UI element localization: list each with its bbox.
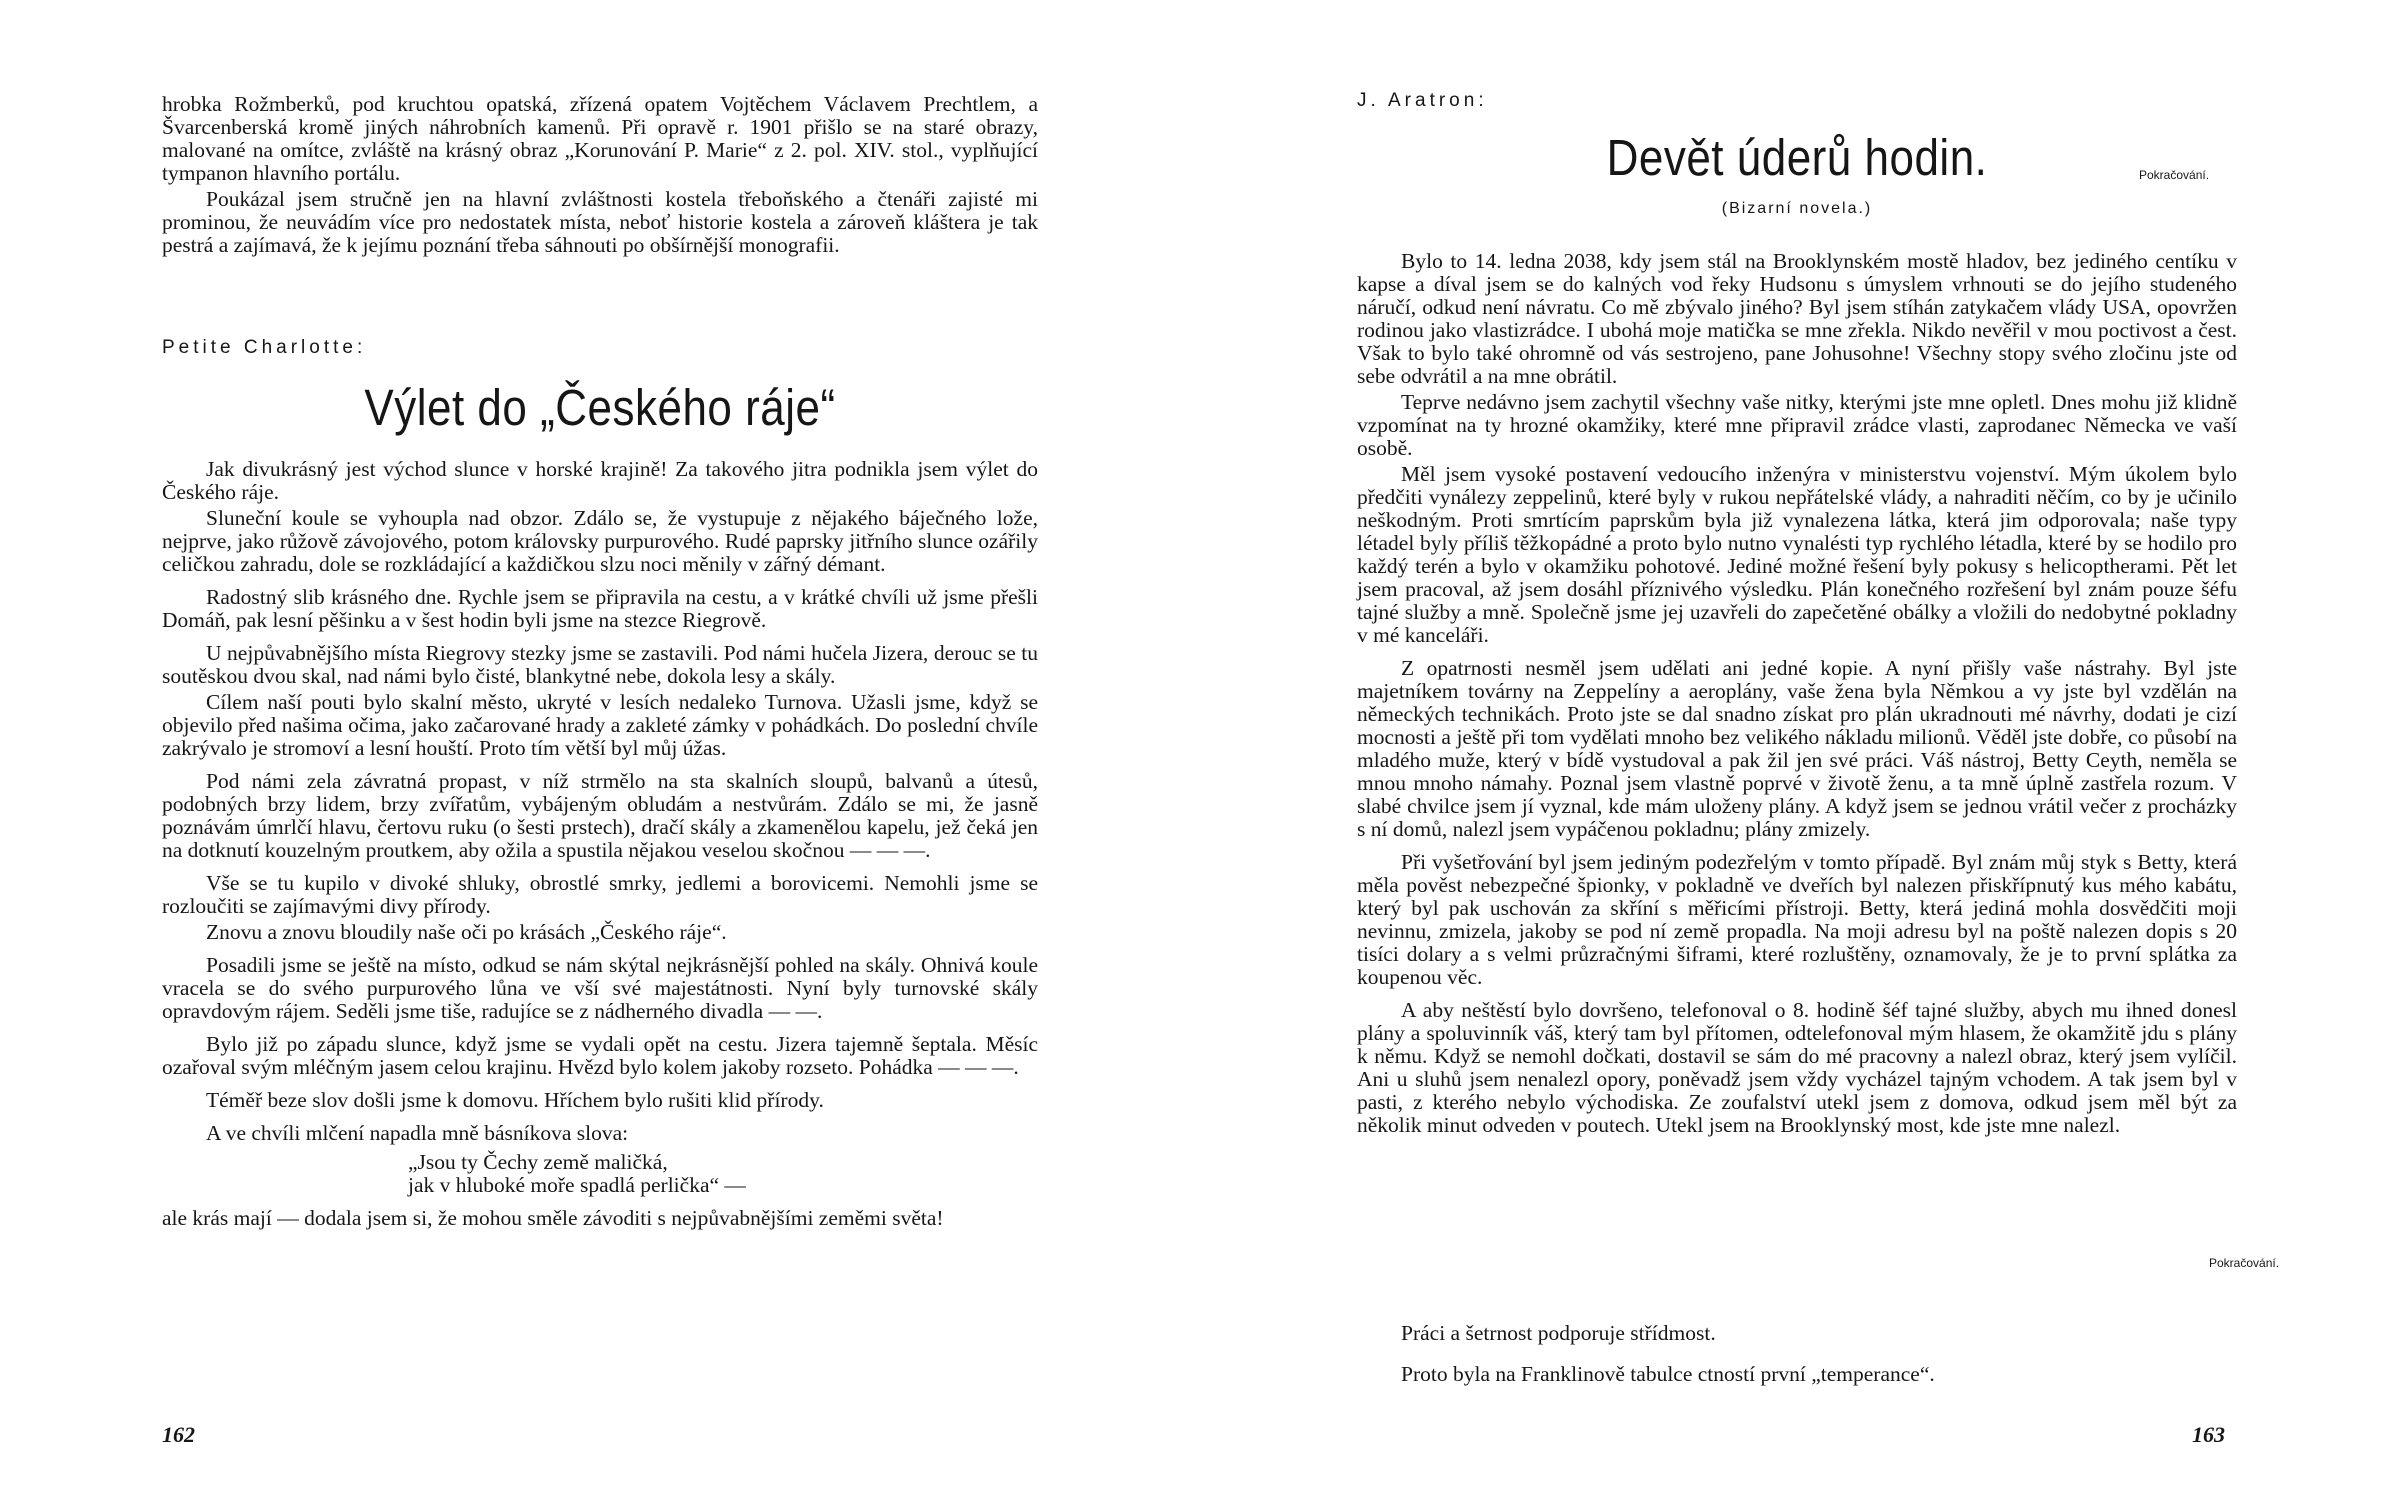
poem-line: jak v hluboké moře spadlá perlička“ — xyxy=(408,1173,746,1197)
left-intro xyxy=(162,93,1038,257)
story-paragraph: Sluneční koule se vyhoupla nad obzor. Zdálo se, že vystupuje z nějakého báječného lože, nejprve, jako růžově závojového, potom královsky purpurového. Rudé paprsky jitřního slunce ozářily celičkou zahradu, dole se rozkládající a každičkou slzu noci měnily v zářný démant. xyxy=(162,506,1038,576)
intro-paragraph-2: Poukázal jsem stručně jen na hlavní zvláštnosti kostela třeboňského a čtenáři zajisté mi prominou, že neuvádím více pro nedostatek místa, neboť historie kostela a zároveň kláštera je tak pestrá a zajímavá, že k jejímu poznání třeba sáhnouti po obšírnější monografii. xyxy=(162,187,1038,257)
maxim-line: Práci a šetrnost podporuje střídmost. xyxy=(1401,1321,1716,1345)
page-number-left: 162 xyxy=(162,1422,195,1447)
right-author: J. Aratron: xyxy=(1357,90,1488,111)
story-paragraph: Při vyšetřování byl jsem jediným podezřelým v tomto případě. Byl znám můj styk s Betty, která měla pověst nebezpečné špionky, v pokladně ve dveřích byl nalezen přiskřípnutý kus mého kabátu, který byl pak uschován za skříní s měřicími přístroji. Betty, která jediná mohla dosvědčiti moji nevinnu, zmizela, jakoby se pod ní země propadla. Na moji adresu byl na poště nalezen dopis s 20 tisíci dolary a s velmi průzračnými šiframi, které rozluštěny, oznamovaly, že je to první splátka za koupenou věc. xyxy=(1357,850,2237,989)
story-paragraph: Měl jsem vysoké postavení vedoucího inženýra v ministerstvu vojenství. Mým úkolem bylo předčiti vynálezy zeppelinů, které byly v rukou nepřátelské vlády, a nahraditi něčím, co by je učinilo neškodným. Proti smrtícím paprskům byla již vynalezena látka, která jim odporovala; naše typy létadel byly příliš těžkopádné a proto bylo nutno vynalésti typ rychlého létadla, které by se hodilo pro každý terén a bylo v okamžiku pohotové. Jediné možné řešení byly pokusy s helicoptherami. Pět let jsem pracoval, až jsem dosáhl příznivého výsledku. Plán konečného rozřešení byl znám pouze šéfu tajné služby a mně. Společně jsme jej uzavřeli do zapečetěné obálky a vložili do nedobytné pokladny v mé kanceláři. xyxy=(1357,462,2237,647)
story-paragraph: Z opatrnosti nesměl jsem udělati ani jedné kopie. A nyní přišly vaše nástrahy. Byl jste majetníkem továrny na Zeppelíny a aeroplány, vaše žena byla Němkou a vy jste byl vzdělán na německých technikách. Proto jste se dal snadno získat pro plán ukradnouti mé návrhy, dodati je cizí mocnosti a ještě při tom vydělati mnoho bez velikého nákladu milionů. Věděl jste dobře, co působí na mladého muže, který v bídě vystudoval a pak žil jen své práci. Váš nástroj, Betty Ceyth, neměla se mnou mnoho námahy. Poznal jsem vlastně poprvé v životě ženu, a ta mně úplně zastřela rozum. V slabé chvilce jsem jí vyznal, kde mám uloženy plány. A když jsem se jednou vrátil večer z procházky s ní domů, nalezl jsem vypáčenou pokladnu; plány zmizely. xyxy=(1357,656,2237,841)
right-subtitle-wrap xyxy=(1357,200,2237,218)
maxims xyxy=(1357,1322,2237,1386)
left-author: Petite Charlotte: xyxy=(162,337,367,358)
closing-paragraph: ale krás mají — dodala jsem si, že mohou směle závoditi s nejpůvabnějšími zeměmi světa! xyxy=(162,1206,944,1230)
story-paragraph: Jak divukrásný jest východ slunce v horské krajině! Za takového jitra podnikla jsem výlet do Českého ráje. xyxy=(162,457,1038,504)
right-page xyxy=(1192,0,2384,1500)
story-paragraph: Vše se tu kupilo v divoké shluky, obrostlé smrky, jedlemi a borovicemi. Nemohli jsme se rozloučiti se zajímavými divy přírody. xyxy=(162,871,1038,918)
story-paragraph: Znovu a znovu bloudily naše oči po krásách „Českého ráje“. xyxy=(206,920,727,944)
story-paragraph: Pod námi zela závratná propast, v níž strmělo na sta skalních sloupů, balvanů a útesů, podobných brzy lidem, brzy zvířatům, vybájeným obludám a nestvůrám. Zdálo se mi, že jasně poznávám úmrlčí hlavu, čertovu ruku (o šesti prstech), dračí skály a zkamenělou kapelu, jež čeká jen na dotknutí kouzelným proutkem, aby ožila a spustila nějakou veselou skočnou — — —. xyxy=(162,769,1038,862)
right-story xyxy=(1357,250,2237,1137)
story-paragraph: A aby neštěstí bylo dovršeno, telefonoval o 8. hodině šéf tajné služby, abych mu ihned donesl plány a spoluvinník váš, který tam byl přítomen, odtelefonoval mým hlasem, že okamžitě jdu s plány k němu. Když se nemohl dočkati, dostavil se sám do mé pracovny a nalezl obraz, který jsem vylíčil. Ani u sluhů jsem nenalezl opory, poněvadž jsem vždy vycházel tajným vchodem. A tak jsem byl v pasti, z kterého nebylo východiska. Ze zoufalství utekl jsem z domova, odkud jsem měl být za několik minut odveden v poutech. Utekl jsem na Brooklynský most, kde jste mne nalezl. xyxy=(1357,998,2237,1137)
story-paragraph: Posadili jsme se ještě na místo, odkud se nám skýtal nejkrásnější pohled na skály. Ohnivá koule vracela se do svého purpurového lůna ve vší své majestátnosti. Nyní byly turnovské skály opravdovým rájem. Seděli jsme tiše, radujíce se z nádherného divadla — —. xyxy=(162,953,1038,1023)
maxim-line: Proto byla na Franklinově tabulce ctností první „temperance“. xyxy=(1401,1362,1935,1386)
intro-paragraph-1: hrobka Rožmberků, pod kruchtou opatská, zřízená opatem Vojtěchem Václavem Prechtlem, a Švarcenberská kromě jiných náhrobních kamenů. Při opravě r. 1901 přišlo se na staré obrazy, malované na omítce, zvláště na krásný obraz „Korunování P. Marie“ z 2. pol. XIV. stol., vyplňující tympanon hlavního portálu. xyxy=(162,92,1038,185)
story-paragraph: Teprve nedávno jsem zachytil všechny vaše nitky, kterými jste mne opletl. Dnes mohu již klidně vzpomínat na ty hrozné okamžiky, které mne připravil zrádce vlasti, zaprodanec Německa ve vaší osobě. xyxy=(1357,390,2237,460)
poem xyxy=(408,1151,1038,1197)
page-number-right: 163 xyxy=(2192,1422,2225,1447)
left-title-wrap xyxy=(162,380,1038,437)
continued-label: Pokračování. xyxy=(2139,168,2210,182)
left-title: Výlet do „Českého ráje“ xyxy=(364,380,836,437)
story-paragraph: Bylo to 14. ledna 2038, kdy jsem stál na Brooklynském mostě hladov, bez jediného centíku v kapse a díval jsem se do kalných vod řeky Hudsonu s úmyslem vrhnouti se do jejího studeného náručí, odkud není návratu. Co mě zbývalo jiného? Byl jsem stíhán zatykačem vlády USA, opovržen rodinou jako vlastizrádce. I ubohá moje matička se mne zřekla. Nikdo nevěřil v mou poctivost a čest. Však to bylo také ohromně od vás sestrojeno, pane Johusohne! Všechny stopy svého zločinu jste od sebe odvrátil a na mne obrátil. xyxy=(1357,249,2237,388)
story-paragraph: U nejpůvabnějšího místa Riegrovy stezky jsme se zastavili. Pod námi hučela Jizera, derouc se tu soutěskou dvou skal, nad námi bylo čisté, blankytné nebe, dokola lesy a skály. xyxy=(162,641,1038,688)
story-paragraph: Radostný slib krásného dne. Rychle jsem se připravila na cestu, a v krátké chvíli už jsme přešli Domáň, pak lesní pěšinku a v šest hodin byli jsme na stezce Riegrově. xyxy=(162,585,1038,632)
continued-end-label: Pokračování. xyxy=(2209,1256,2280,1270)
story-paragraph: Bylo již po západu slunce, když jsme se vydali opět na cestu. Jizera tajemně šeptala. Měsíc ozařoval svým mléčným jasem celou krajinu. Hvězd bylo kolem jakoby rozseto. Pohádka — — —. xyxy=(162,1032,1038,1079)
poem-line: „Jsou ty Čechy země maličká, xyxy=(408,1150,668,1174)
left-story xyxy=(162,458,1038,1230)
story-paragraph: Cílem naší pouti bylo skalní město, ukryté v lesích nedaleko Turnova. Užasli jsme, když se objevilo před našima očima, jako začarované hrady a zakleté zámky v pohádkách. Do poslední chvíle zakrývalo je stromoví a lesní houští. Proto tím větší byl můj úžas. xyxy=(162,690,1038,760)
right-title-wrap xyxy=(1357,130,2237,187)
story-paragraph: A ve chvíli mlčení napadla mně básníkova slova: xyxy=(206,1121,629,1145)
right-subtitle: (Bizarní novela.) xyxy=(1721,200,1873,217)
story-paragraph: Téměř beze slov došli jsme k domovu. Hříchem bylo rušiti klid přírody. xyxy=(206,1088,824,1112)
right-title: Devět úderů hodin. xyxy=(1606,130,1988,187)
